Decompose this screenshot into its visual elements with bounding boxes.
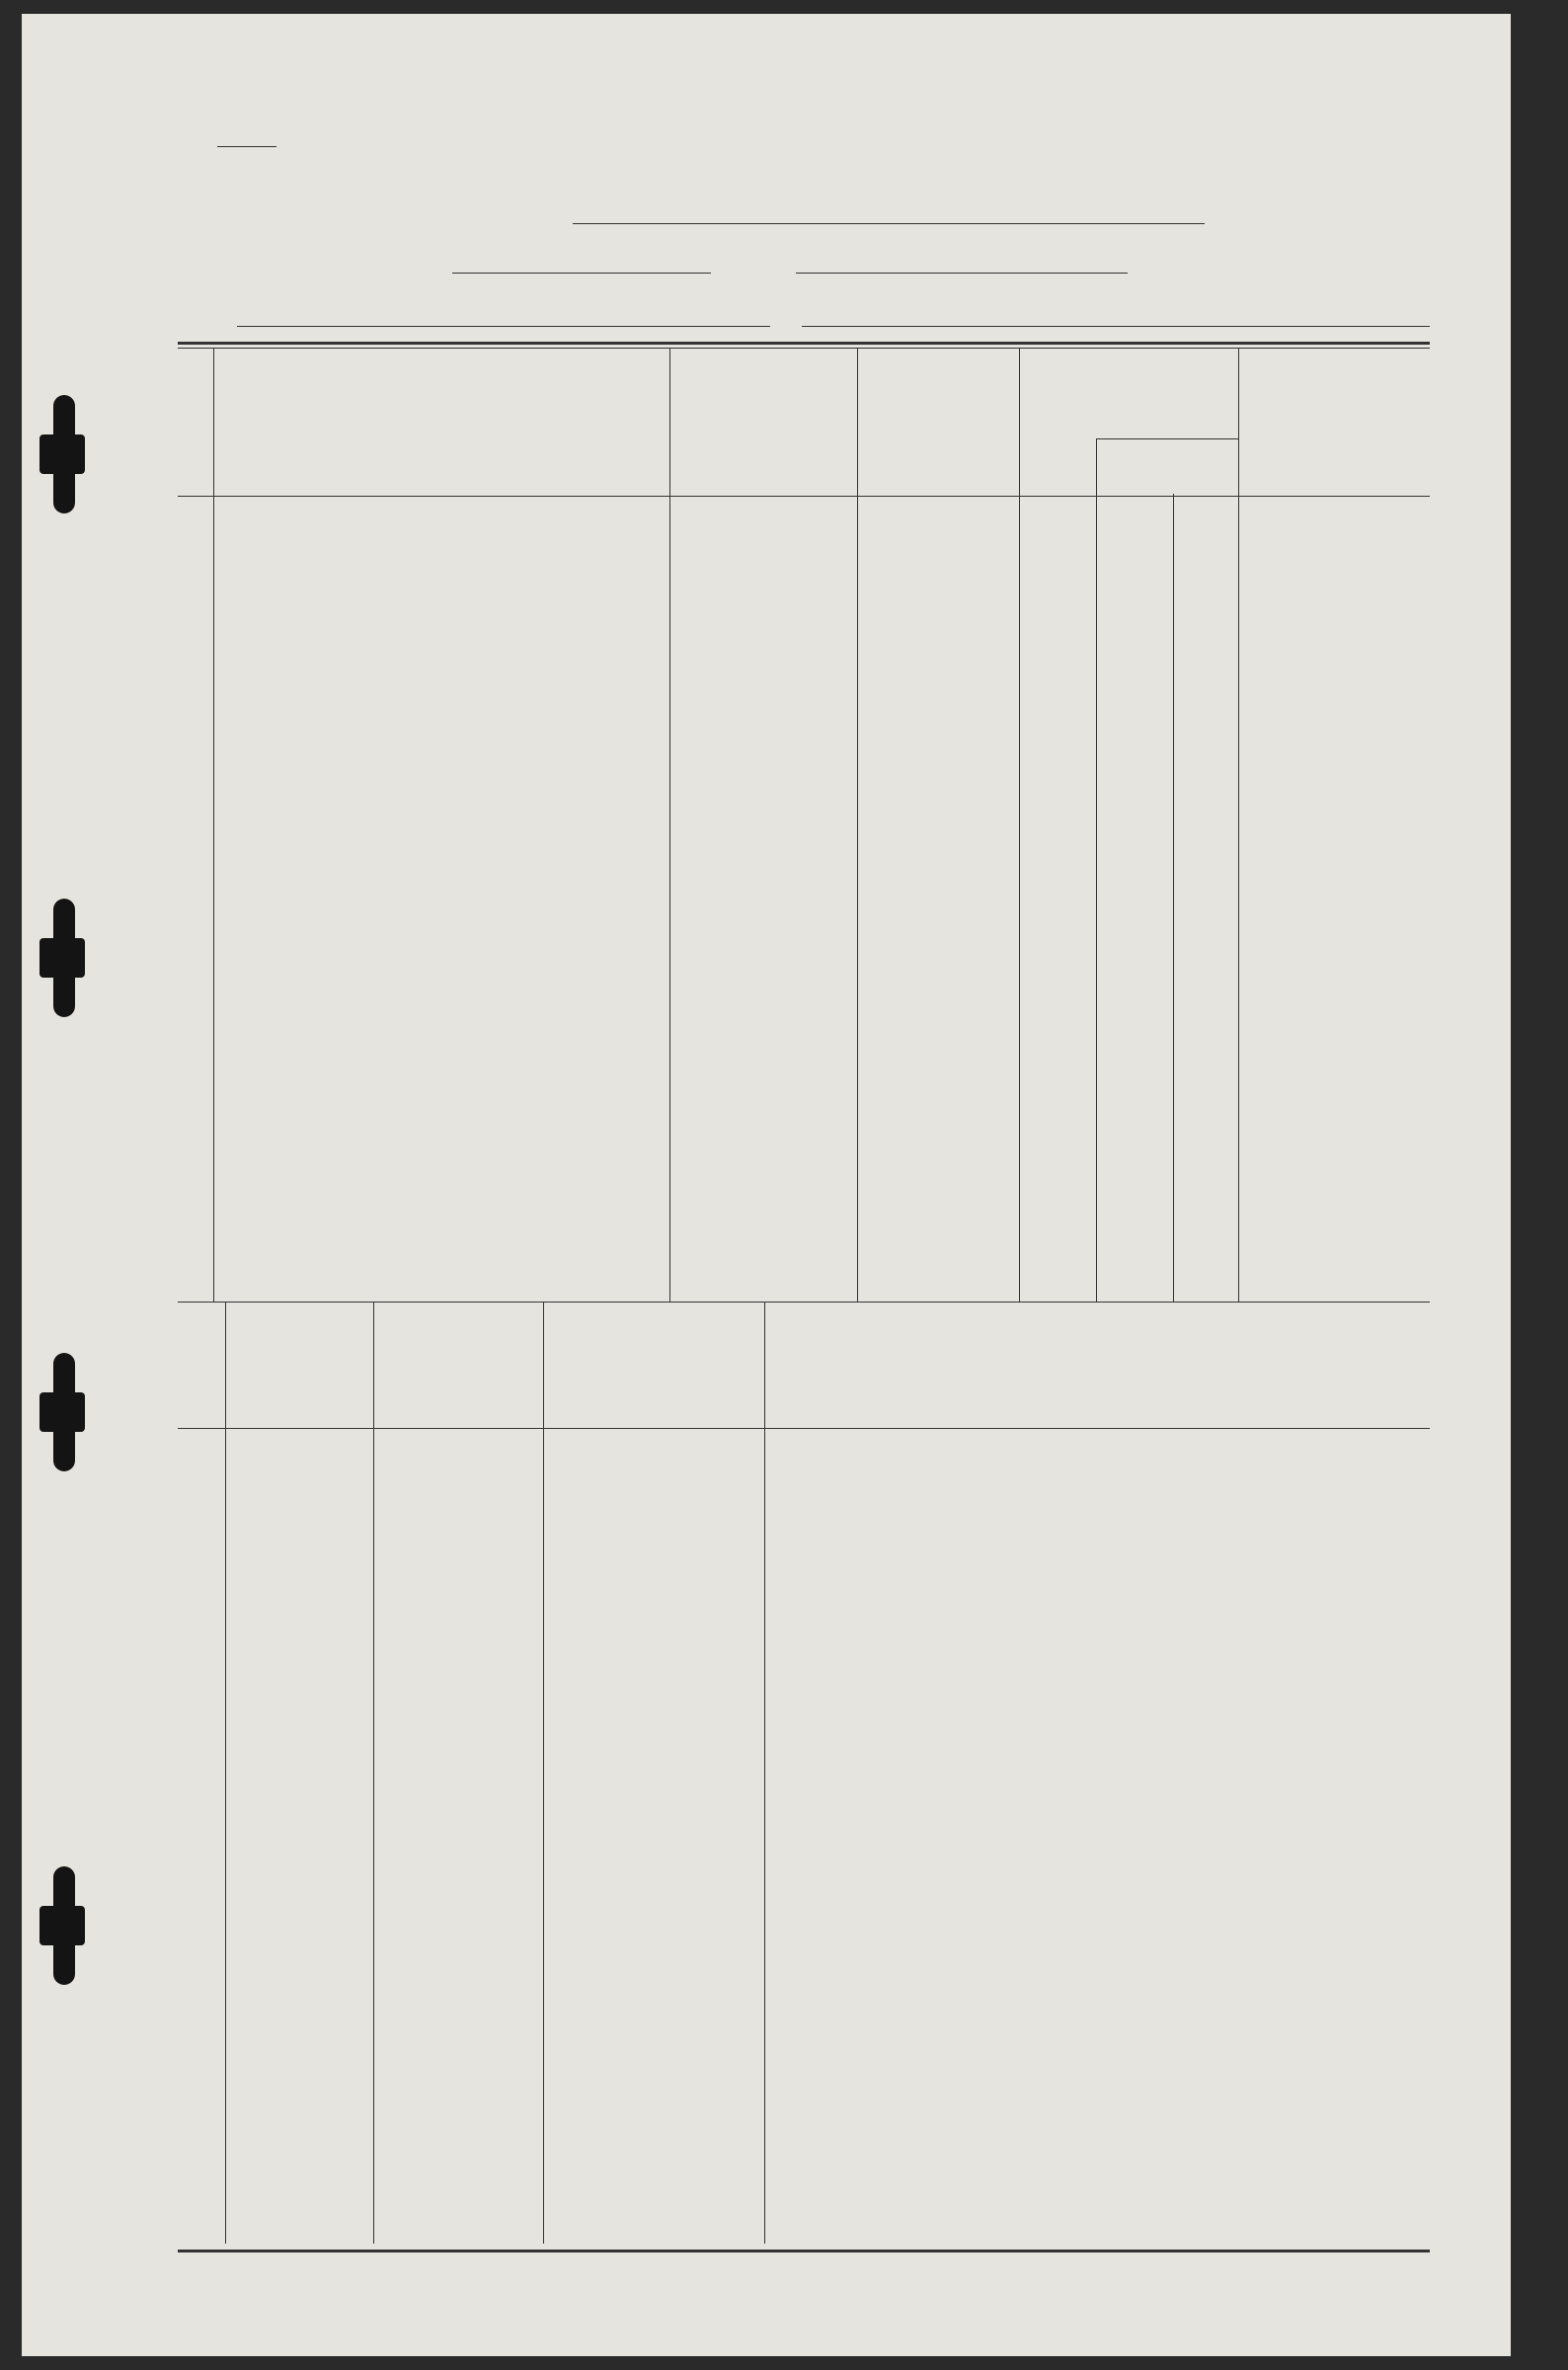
binder-hole-4 bbox=[39, 1906, 85, 1945]
binder-hole-3 bbox=[39, 1392, 85, 1432]
binder-hole-1 bbox=[39, 434, 85, 474]
document-page bbox=[22, 14, 1511, 2356]
binder-hole-2 bbox=[39, 938, 85, 978]
print-line bbox=[1136, 2293, 1141, 2302]
